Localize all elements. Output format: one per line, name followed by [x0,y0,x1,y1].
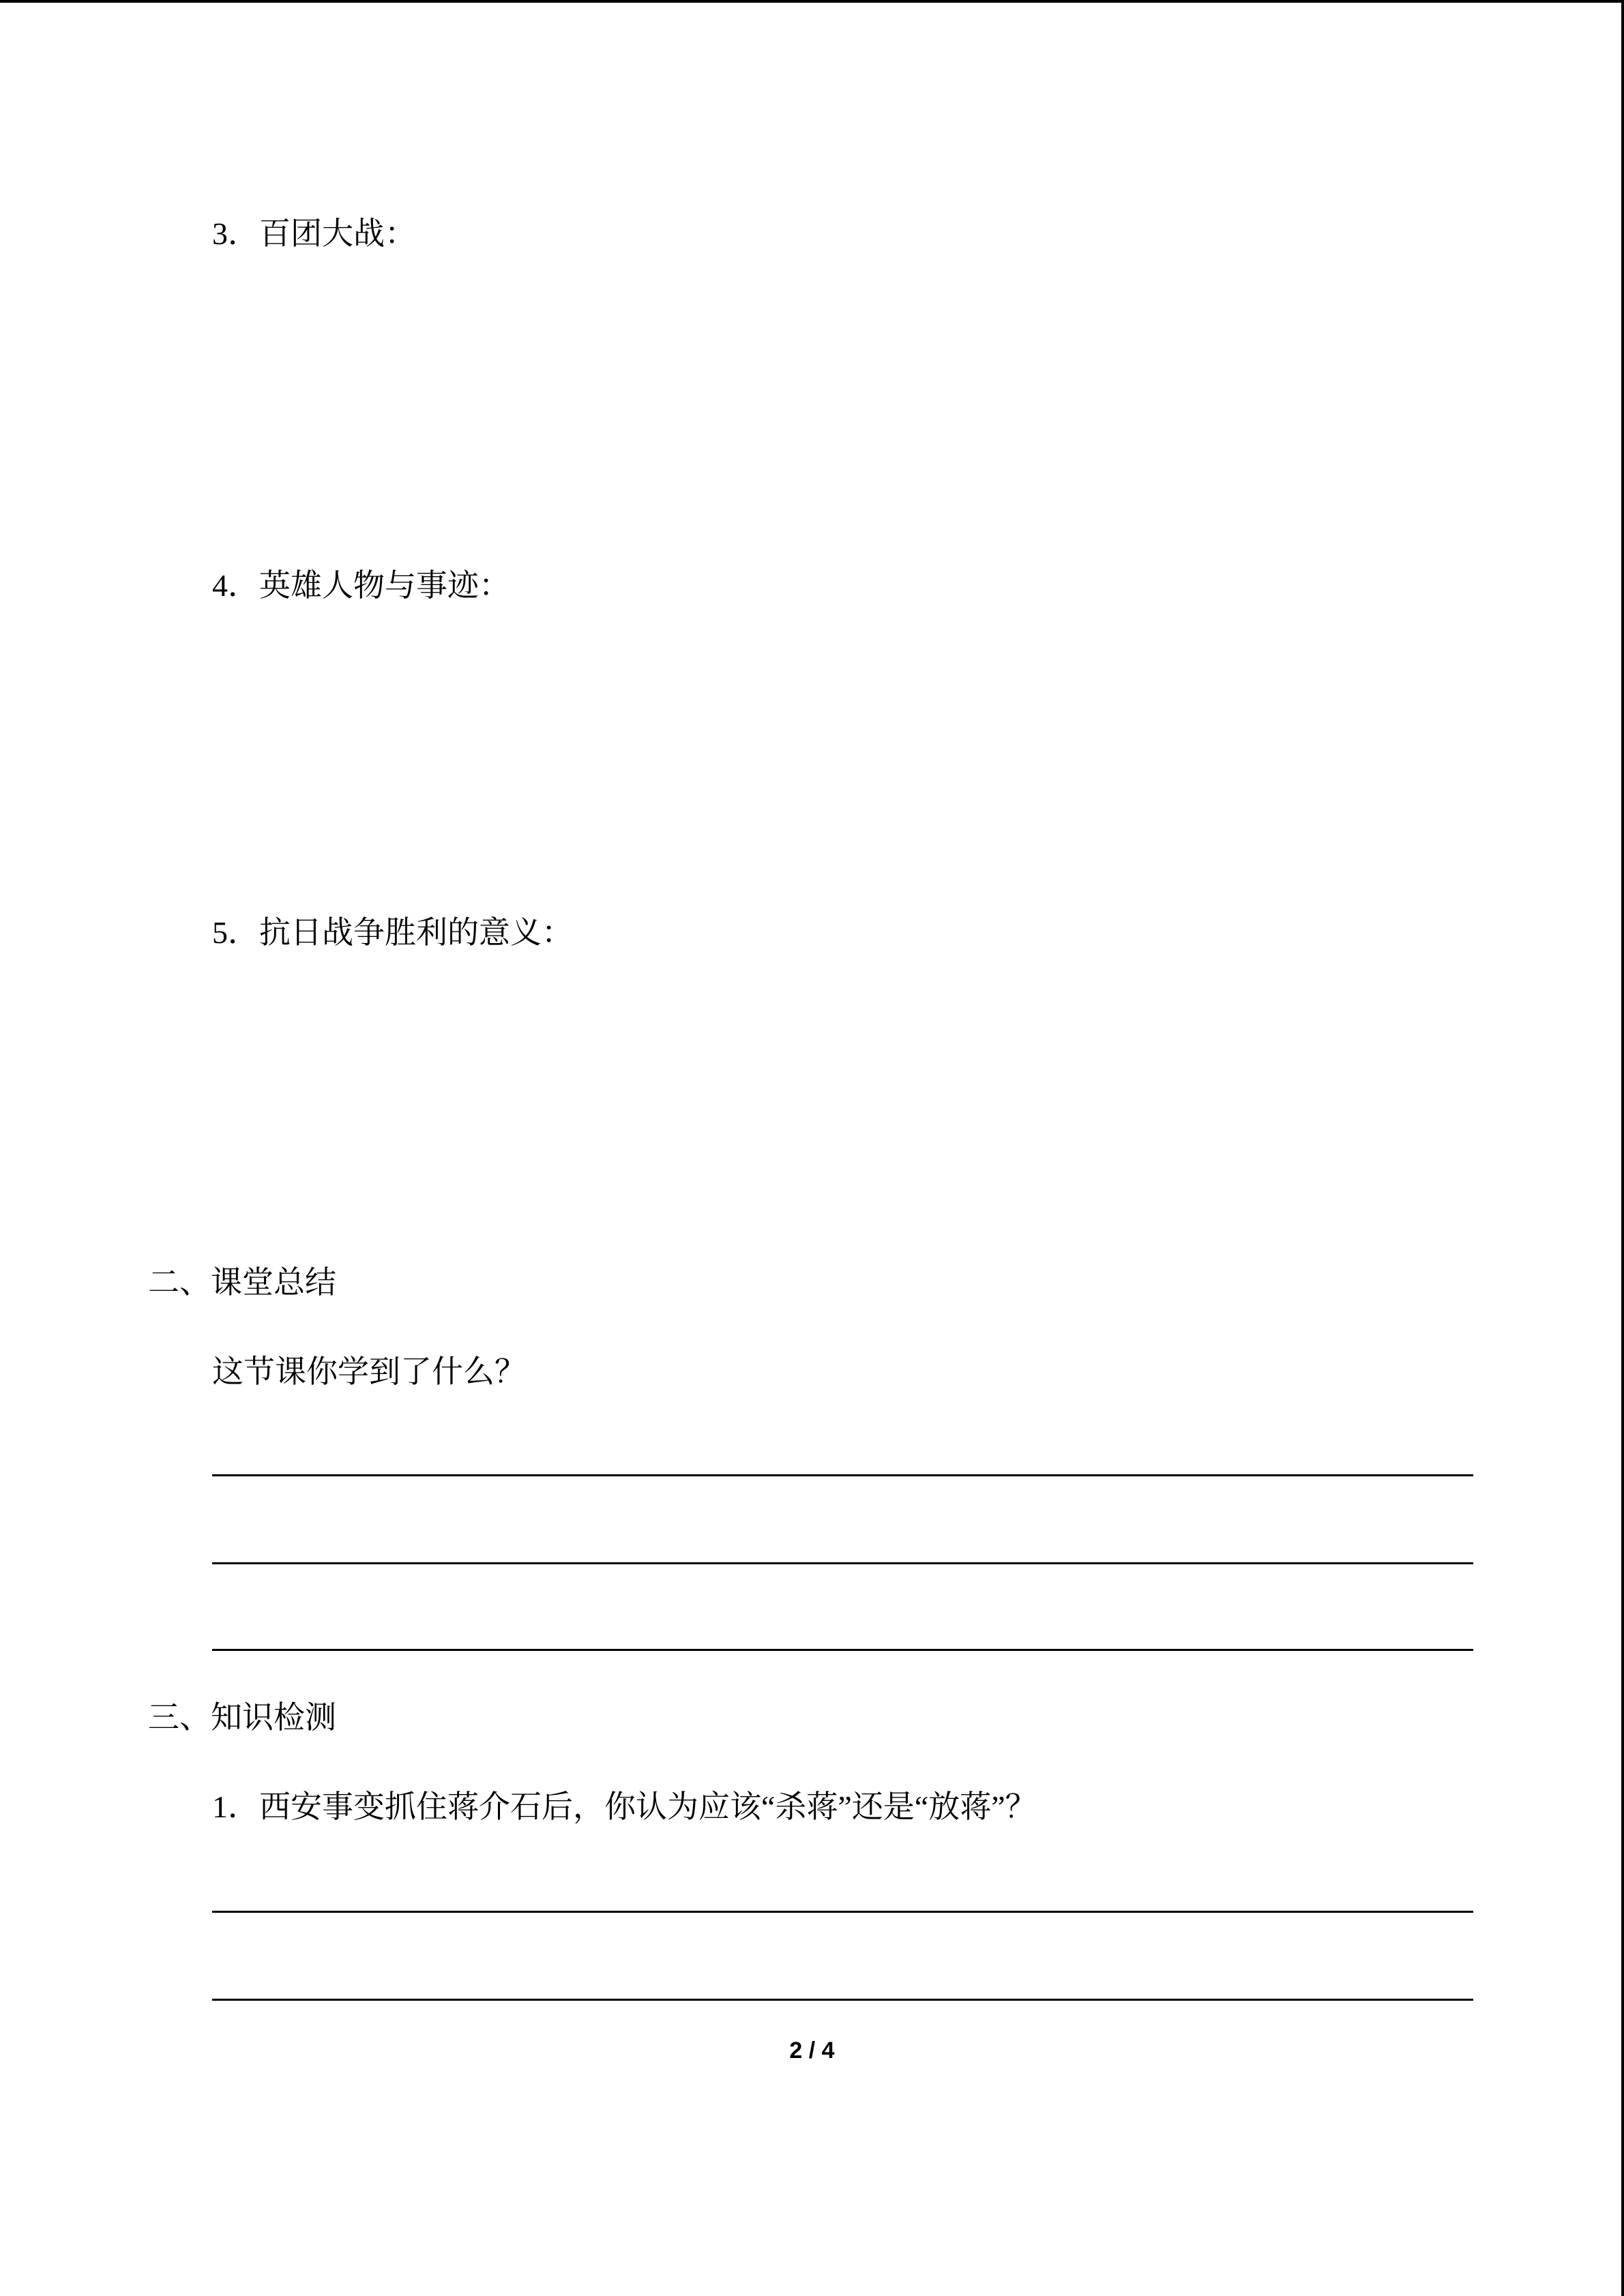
page-border-top [0,0,1624,3]
item-4-label: 4．英雄人物与事迹： [212,568,510,603]
page-number: 2 / 4 [789,2038,835,2063]
answer-line[interactable] [212,1649,1473,1651]
summary-question: 这节课你学到了什么？ [212,1354,526,1389]
answer-line[interactable] [212,1562,1473,1564]
answer-line[interactable] [212,1911,1473,1913]
section-summary-heading: 二、课堂总结 [148,1265,336,1300]
item-3-label: 3．百团大战： [212,216,416,251]
page-border-right [1621,0,1624,2296]
answer-line[interactable] [212,1474,1473,1476]
item-5-label: 5．抗日战争胜利的意义： [212,915,573,950]
answer-line[interactable] [212,1999,1473,2001]
section-test-heading: 三、知识检测 [148,1700,336,1735]
test-question-1: 1．西安事变抓住蒋介石后，你认为应该“杀蒋”还是“放蒋”？ [212,1789,1037,1824]
